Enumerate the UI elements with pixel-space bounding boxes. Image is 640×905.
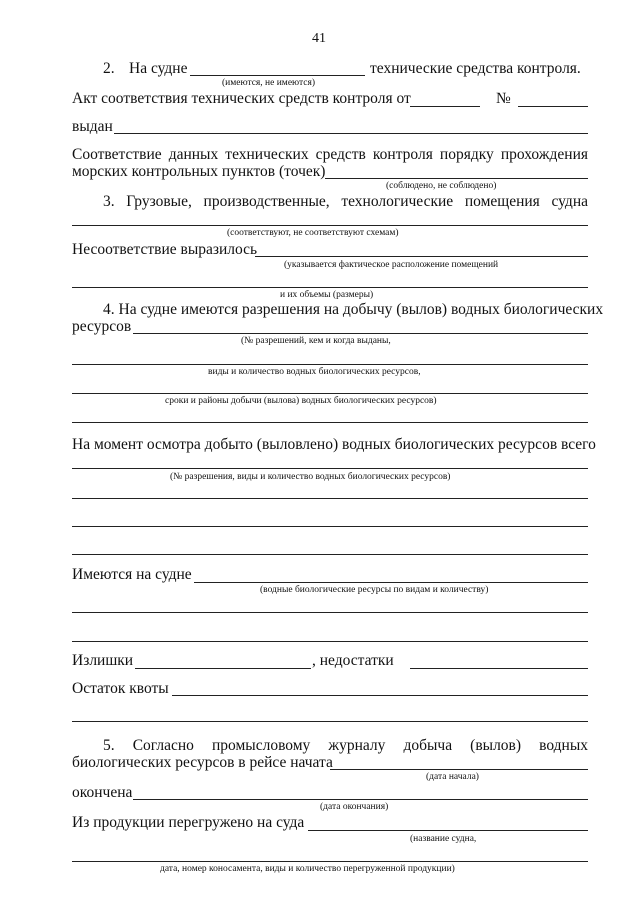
section-5-line-2: биологических ресурсов в рейсе начата — [72, 754, 333, 771]
shortage-label: , недостатки — [312, 652, 394, 669]
end-date-field[interactable] — [133, 799, 588, 800]
conformity-line-2: морских контрольных пунктов (точек) — [72, 163, 326, 180]
conformity-field[interactable] — [325, 178, 588, 179]
shortage-field[interactable] — [410, 668, 588, 669]
act-date-field[interactable] — [410, 106, 480, 107]
start-date-field[interactable] — [330, 769, 588, 770]
section-5-line-1: 5. Согласно промысловому журналу добыча (вылов) водных — [103, 737, 588, 754]
hint-volumes: и их объемы (размеры) — [280, 290, 374, 300]
hint-end: (дата окончания) — [320, 802, 389, 812]
vessel-field[interactable] — [308, 830, 588, 831]
on-board-field[interactable] — [194, 582, 588, 583]
act-number-field[interactable] — [518, 106, 588, 107]
hint-location: (указывается фактическое расположение помещений — [284, 260, 499, 270]
section-4-line-2: ресурсов — [72, 318, 132, 335]
on-board-label: Имеются на судне — [72, 566, 192, 583]
hint-species: виды и количество водных биологических ресурсов, — [208, 367, 421, 377]
mismatch-label: Несоответствие выразилось — [72, 241, 258, 258]
hint-bill: дата, номер коносамента, виды и количество перегруженной продукции) — [160, 864, 455, 874]
section-2-number: 2. — [103, 60, 115, 77]
hint-schemes: (соответствуют, не соответствуют схемам) — [227, 228, 399, 238]
inspection-field[interactable] — [72, 468, 588, 469]
inspection-field-2[interactable] — [72, 498, 588, 499]
permits-field-3[interactable] — [72, 393, 588, 394]
bill-field[interactable] — [72, 861, 588, 862]
hint-permits: (№ разрешений, кем и когда выданы, — [241, 336, 391, 346]
inspection-label: На момент осмотра добыто (выловлено) водных биологических ресурсов всего — [72, 436, 596, 453]
mismatch-field[interactable] — [255, 256, 588, 257]
premises-conformity-field[interactable] — [72, 225, 588, 226]
page-number: 41 — [312, 31, 326, 46]
on-ship-label: На судне — [129, 60, 188, 77]
hint-start: (дата начала) — [426, 772, 479, 782]
inspection-field-3[interactable] — [72, 526, 588, 527]
permits-field-2[interactable] — [72, 364, 588, 365]
issued-label: выдан — [72, 118, 113, 135]
hint-vessel: (название судна, — [410, 834, 477, 844]
issued-field[interactable] — [114, 133, 588, 134]
tech-means-presence-field[interactable] — [190, 75, 365, 76]
hint-terms: сроки и районы добычи (вылова) водных биологических ресурсов) — [165, 396, 437, 406]
tech-means-label: технические средства контроля. — [370, 60, 581, 77]
inspection-field-4[interactable] — [72, 554, 588, 555]
section-3-heading: 3. Грузовые, производственные, технологические помещения судна — [103, 193, 588, 210]
act-label: Акт соответствия технических средств контроля от — [72, 90, 411, 107]
hint-inspection: (№ разрешения, виды и количество водных биологических ресурсов) — [170, 472, 451, 482]
section-4-line-1: 4. На судне имеются разрешения на добычу (вылов) водных биологических — [103, 301, 604, 318]
hint-on-board: (водные биологические ресурсы по видам и количеству) — [260, 585, 489, 595]
quota-rest-field[interactable] — [172, 695, 588, 696]
number-sign: № — [496, 90, 511, 107]
transshipped-label: Из продукции перегружено на суда — [72, 814, 305, 831]
conformity-line-1: Соответствие данных технических средств контроля порядку прохождения — [72, 146, 588, 163]
mismatch-field-2[interactable] — [72, 287, 588, 288]
quota-rest-field-2[interactable] — [72, 721, 588, 722]
permits-field[interactable] — [133, 333, 588, 334]
permits-field-4[interactable] — [72, 422, 588, 423]
on-board-field-3[interactable] — [72, 641, 588, 642]
surplus-field[interactable] — [135, 668, 311, 669]
hint-observed: (соблюдено, не соблюдено) — [386, 181, 497, 191]
hint-presence: (имеются, не имеются) — [222, 78, 316, 88]
surplus-label: Излишки — [72, 652, 134, 669]
ended-label: окончена — [72, 784, 133, 801]
quota-rest-label: Остаток квоты — [72, 680, 169, 697]
on-board-field-2[interactable] — [72, 612, 588, 613]
